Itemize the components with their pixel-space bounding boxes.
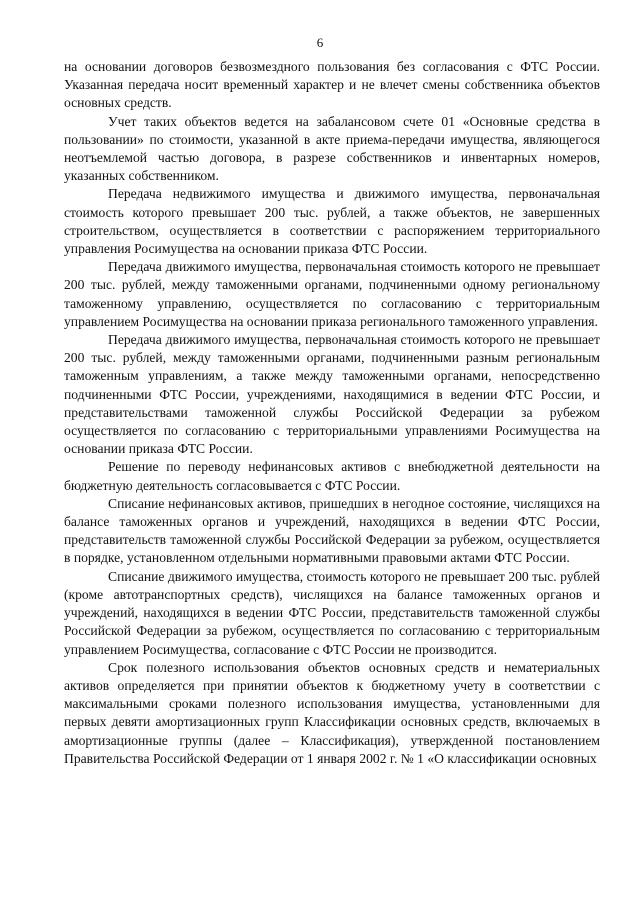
paragraph-transfer-different-regions: Передача движимого имущества, первоначальная стоимость которого не превышает 200 тыс. рублей, между таможенными органами, подчиненными разным региональным таможенным управлениям, а также между таможенными органами, непосредственно подчиненными ФТС России, учреждениями, находящимися в ведении ФТС России, и представительствами таможенной службы Российской Федерации за рубежом осуществляется по согласованию с территориальными управлениями Росимущества на основании приказа ФТС России. <box>64 332 600 457</box>
paragraph-off-balance-accounting: Учет таких объектов ведется на забалансовом счете 01 «Основные средства в пользовании» по стоимости, указанной в акте приема-передачи имущества, являющегося неотъемлемой частью договора, в разрезе собственников и инвентарных номеров, указанных собственником. <box>64 113 600 184</box>
paragraph-real-estate-transfer: Передача недвижимого имущества и движимого имущества, первоначальная стоимость которого превышает 200 тыс. рублей, а также объектов, не завершенных строительством, осуществляется в соответствии с распоряжением территориального управления Росимущества на основании приказа ФТС России. <box>64 186 600 257</box>
body-text <box>64 58 600 768</box>
page-number: 6 <box>316 35 324 50</box>
paragraph-transfer-same-region: Передача движимого имущества, первоначальная стоимость которого не превышает 200 тыс. рублей, между таможенными органами, подчиненными одному региональному таможенному управлению, осуществляется по согласованию с территориальным управлением Росимущества на основании приказа регионального таможенного управления. <box>64 259 600 329</box>
paragraph-write-off-nonfinancial: Списание нефинансовых активов, пришедших в негодное состояние, числящихся на балансе таможенных органов и учреждений, находящихся в ведении ФТС России, представительств таможенной службы Российской Федерации за рубежом, осуществляется в порядке, установленном отдельными нормативными правовыми актами ФТС России. <box>64 495 600 566</box>
paragraph-useful-life: Срок полезного использования объектов основных средств и нематериальных активов определяется при принятии объектов к бюджетному учету в соответствии с максимальными сроками полезного использования имущества, установленными для первых девяти амортизационных групп Классификации основных средств, включаемых в амортизационные группы (далее – Классификация), утвержденной постановлением Правительства Российской Федерации от 1 января 2002 г. № 1 «О классификации основных <box>64 659 600 766</box>
paragraph-continuation: на основании договоров безвозмездного пользования без согласования с ФТС России. Указанная передача носит временный характер и не влечет смены собственника объектов основных средств. <box>64 59 600 111</box>
paragraph-write-off-movable: Списание движимого имущества, стоимость которого не превышает 200 тыс. рублей (кроме автотранспортных средств), числящихся на балансе таможенных органов и учреждений, находящихся в ведении ФТС России, представительств таможенной службы Российской Федерации за рубежом, осуществляется по согласованию с территориальным управлением Росимущества, согласование с ФТС России не производится. <box>64 568 600 657</box>
paragraph-extrabudgetary-transfer: Решение по переводу нефинансовых активов с внебюджетной деятельности на бюджетную деятельность согласовывается с ФТС России. <box>64 459 600 493</box>
